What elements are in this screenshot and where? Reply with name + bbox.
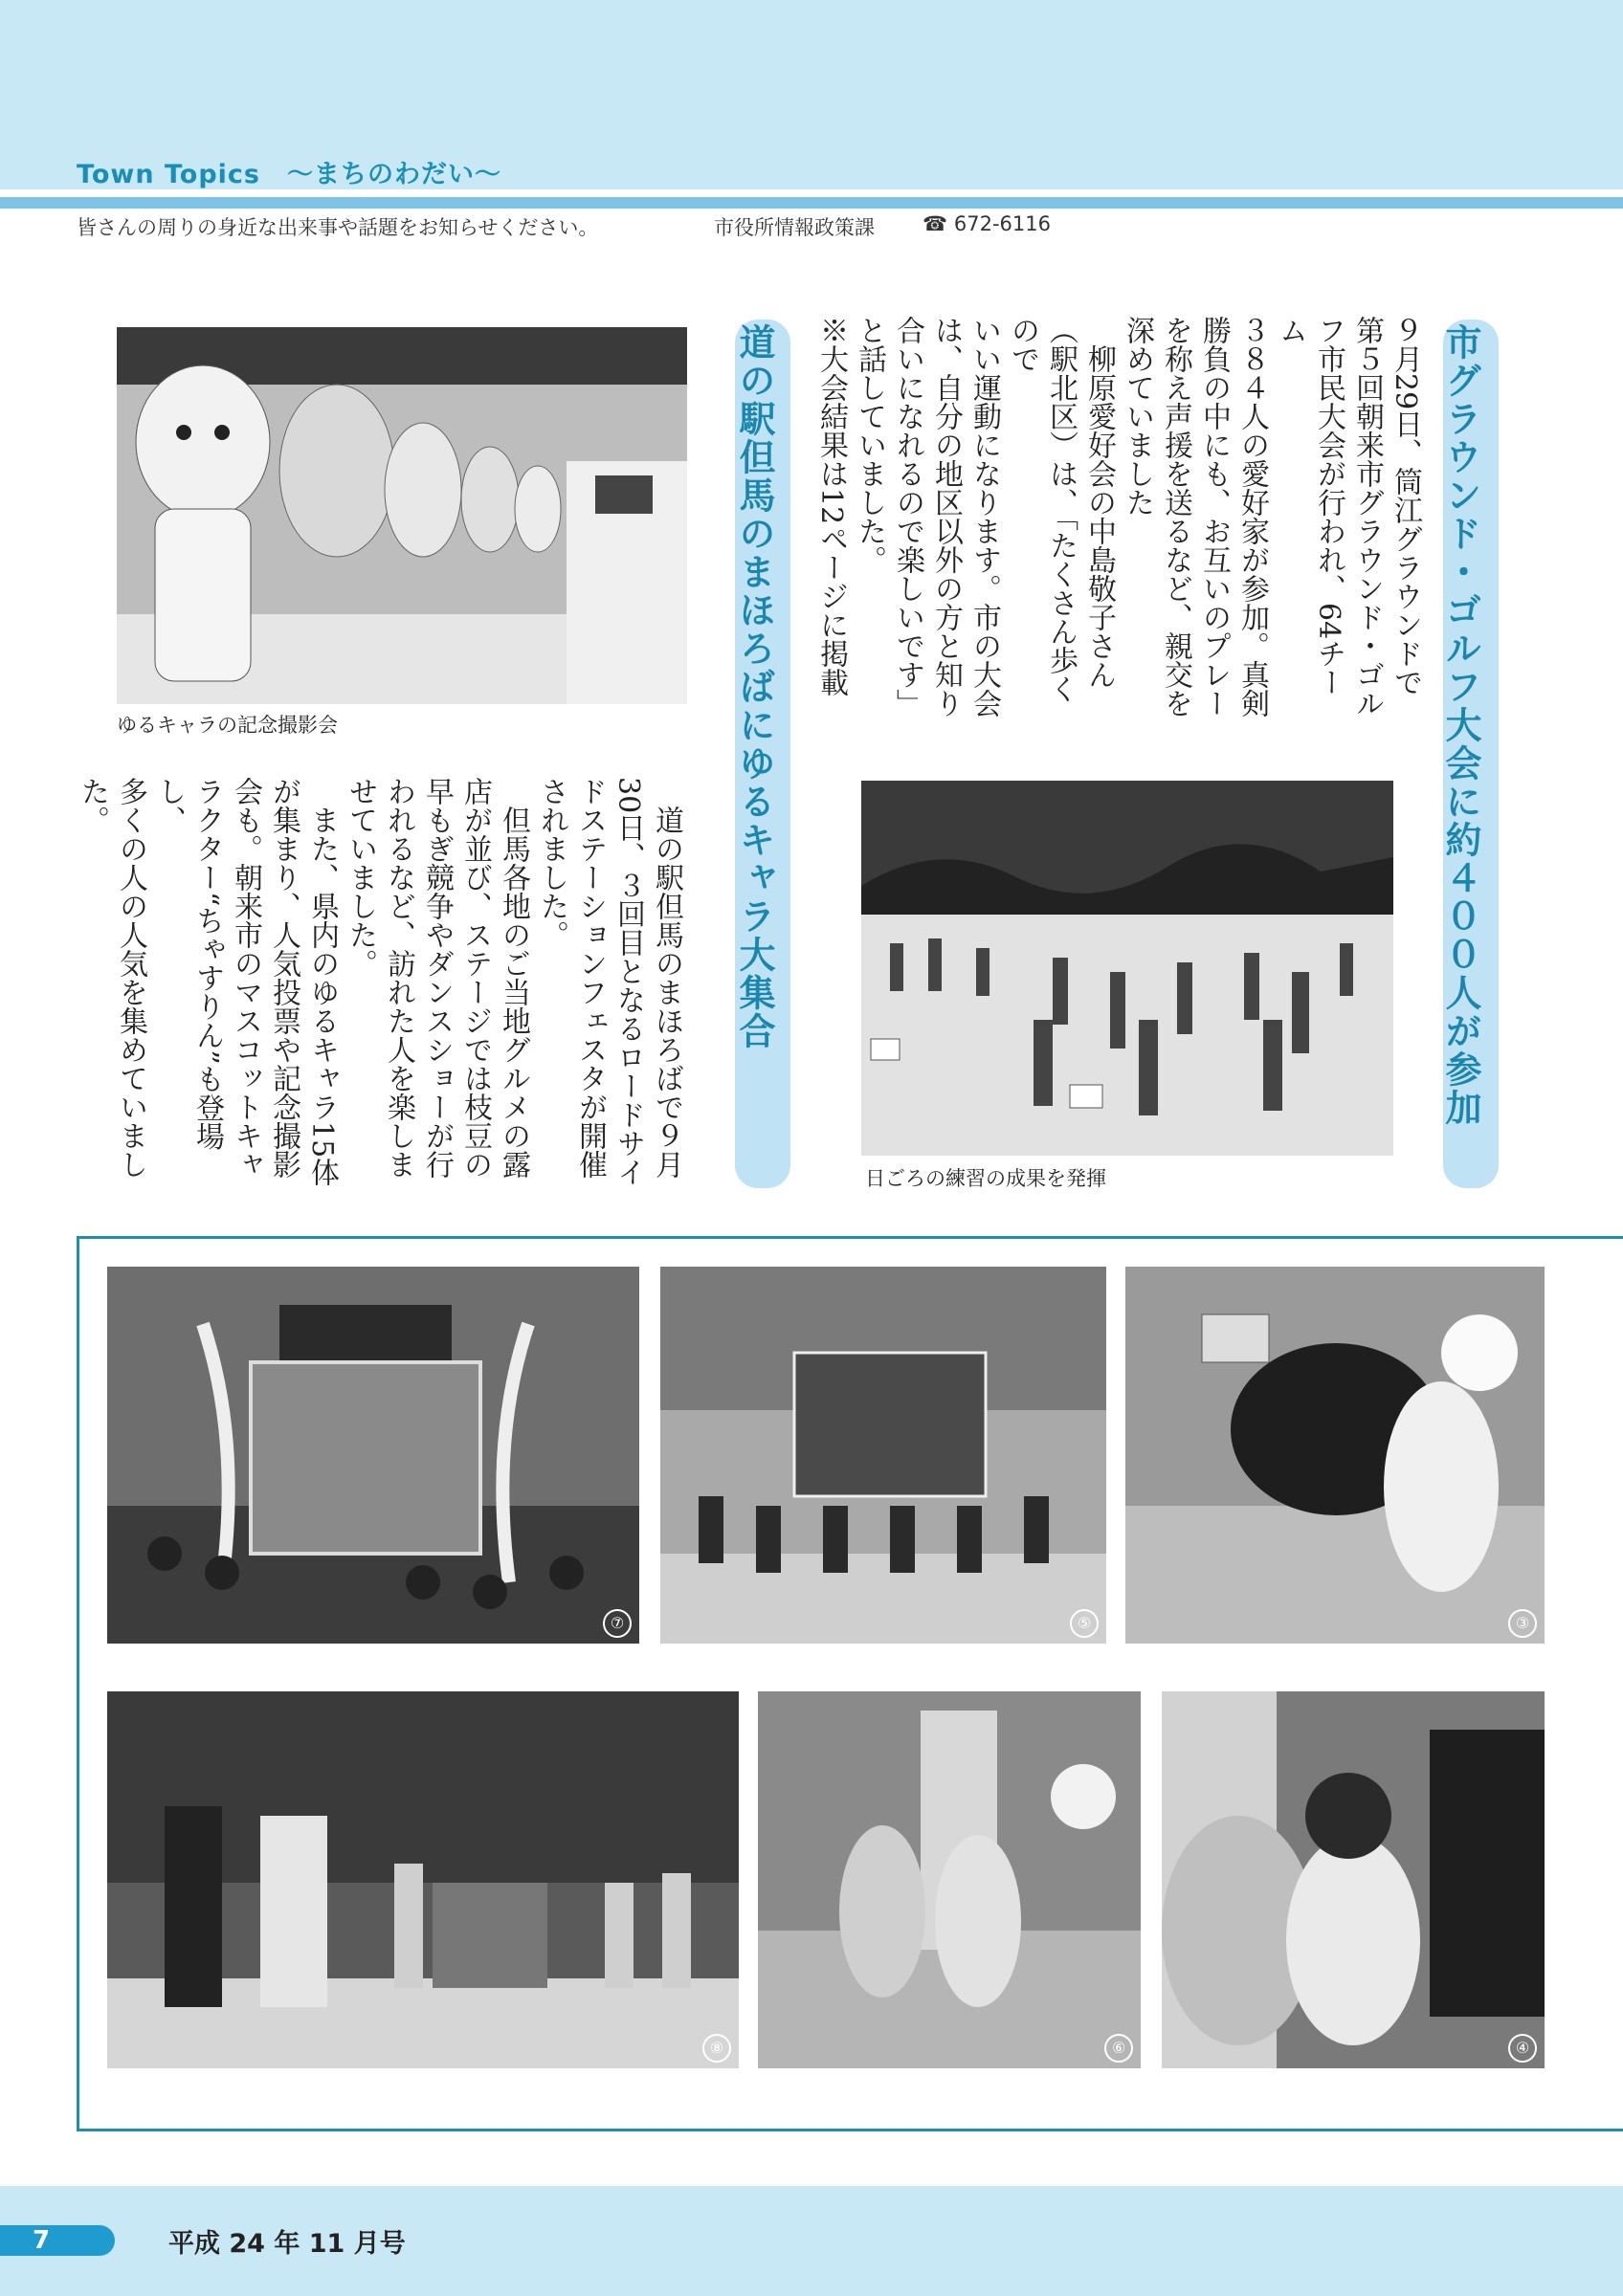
photo-number-badge: ⑦ bbox=[603, 1609, 632, 1638]
yuru-body: 道の駅但馬のまほろばで９月 30日、３回目となるロードサイ ドステーションフェスタが開催 されました。 但馬各地のご当地グルメの露 店が並び、ステージでは枝豆の 早もぎ競争やダンスショーが行 われるなど、訪れた人を楽しま せていました。 また、県内のゆるキャラ15体 が集まり、人気投票や記念撮影 会も。朝来市のマスコットキャ ラクター“ちゃすりん”も登場し、 多くの人の人気を集めていまし た。 bbox=[76, 777, 683, 1187]
phone-number: 672-6116 bbox=[953, 212, 1051, 235]
issue-date: 平成 24 年 11 月号 bbox=[168, 2229, 406, 2259]
golf-photo bbox=[861, 781, 1393, 1156]
gallery-photo-8 bbox=[107, 1691, 739, 2068]
page-number-pill bbox=[0, 2225, 115, 2256]
page-number: 7 bbox=[33, 2226, 51, 2255]
gallery-photo-4 bbox=[1162, 1691, 1545, 2068]
header-stripe bbox=[0, 197, 1623, 209]
gallery-photo-5 bbox=[660, 1267, 1106, 1644]
photo-number-badge: ⑥ bbox=[1104, 2034, 1133, 2063]
golf-photo-caption: 日ごろの練習の成果を発揮 bbox=[865, 1167, 1106, 1190]
gallery-photo-6 bbox=[758, 1691, 1141, 2068]
photo-number-badge: ⑧ bbox=[702, 2034, 731, 2063]
photo-number-badge: ④ bbox=[1508, 2034, 1537, 2063]
contact-department: 市役所情報政策課 bbox=[714, 216, 875, 239]
photo-number-badge: ③ bbox=[1508, 1609, 1537, 1638]
yuru-heading: 道の駅但馬のまほろばにゆるキャラ大集合 bbox=[733, 323, 775, 1050]
header-note: 皆さんの周りの身近な出来事や話題をお知らせください。 bbox=[77, 216, 599, 239]
mascot-photo bbox=[117, 327, 687, 704]
golf-body: ９月29日、筒江グラウンドで 第５回朝来市グラウンド・ゴル フ市民大会が行われ、64チーム ３８４人の愛好家が参加。真剣 勝負の中にも、お互いのプレー を称え声援を送るなど、親交を 深めていました 柳原愛好会の中島敬子さん （駅北区）は、「たくさん歩くので いい運動になります。市の大会 は、自分の地区以外の方と知り 合いになれるので楽しいです」 と話していました。 ※大会結果は12ページに掲載 bbox=[814, 316, 1422, 718]
gallery-photo-3 bbox=[1125, 1267, 1545, 1644]
contact-phone bbox=[923, 212, 1051, 235]
mascot-photo-caption: ゆるキャラの記念撮影会 bbox=[117, 714, 338, 737]
phone-icon: ☎ bbox=[923, 212, 948, 235]
golf-heading: 市グラウンド・ゴルフ大会に約４００人が参加 bbox=[1439, 323, 1481, 1127]
gallery-photo-7 bbox=[107, 1267, 639, 1644]
photo-number-badge: ⑤ bbox=[1070, 1609, 1099, 1638]
section-title: Town Topics ～まちのわだい～ bbox=[77, 160, 501, 189]
